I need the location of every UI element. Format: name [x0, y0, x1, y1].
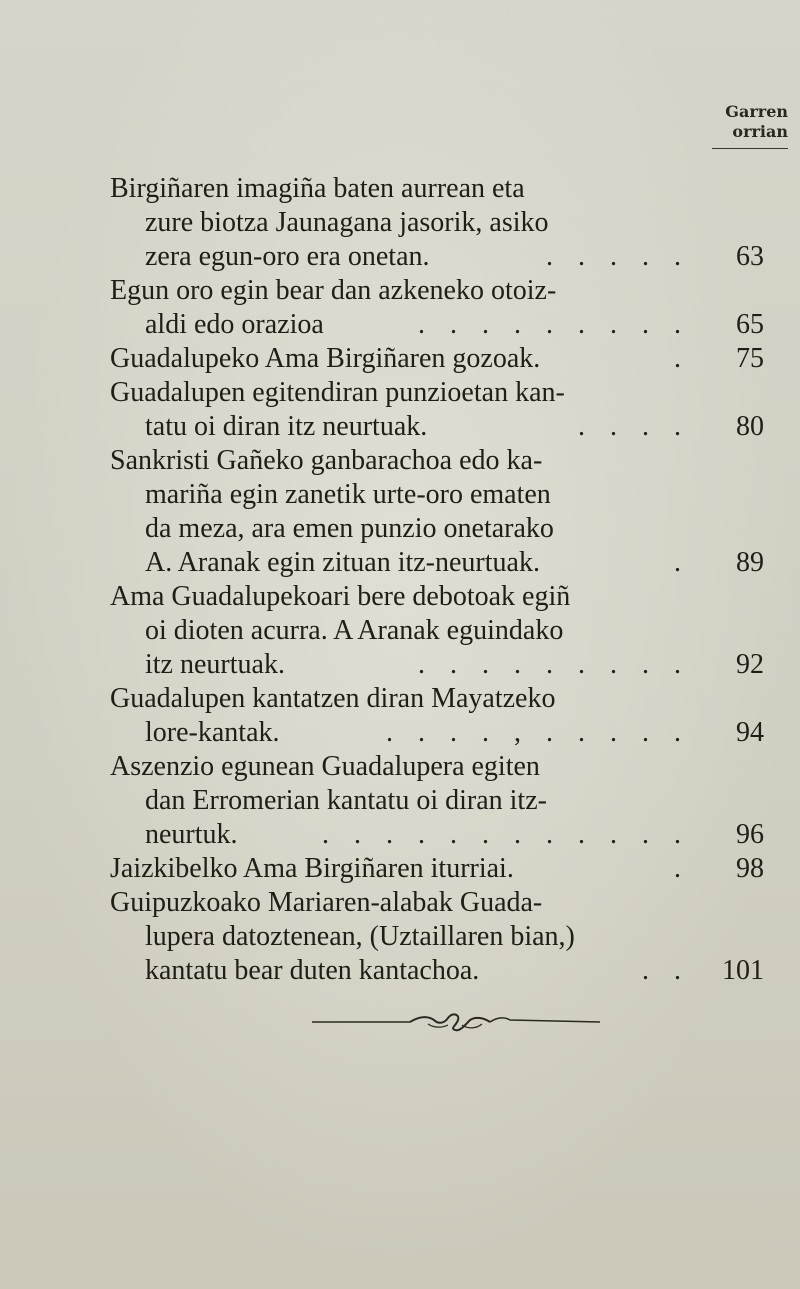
toc-entry-last-line: [0, 342, 800, 376]
column-header-rule: [712, 148, 788, 149]
toc-entry-last-line: [0, 410, 800, 444]
toc-entry-line: A. Aranak egin zituan itz-neurtuak.: [145, 547, 540, 578]
toc-entry-line: Guipuzkoako Mariaren-alabak Guada-: [110, 887, 543, 918]
toc-entry-line: Jaizkibelko Ama Birgiñaren iturriai.: [110, 853, 514, 884]
toc-entry-line: Ama Guadalupekoari bere debotoak egiñ: [110, 581, 571, 612]
leader-dots: . . . . .: [546, 241, 690, 272]
toc-entry-line: lupera datoztenean, (Uztaillaren bian,): [145, 921, 575, 952]
toc-entry: [0, 682, 800, 750]
toc-entry-line: Aszenzio egunean Guadalupera egiten: [110, 751, 540, 782]
toc-entry: [0, 172, 800, 274]
page-column-header: [706, 102, 788, 149]
toc-entry: [0, 852, 800, 886]
page-number: 63: [736, 241, 764, 272]
page-number: 94: [736, 717, 764, 748]
toc-entry-last-line: [0, 716, 800, 750]
leader-dots: . .: [642, 955, 690, 986]
toc-entry: [0, 376, 800, 444]
page-number: 98: [736, 853, 764, 884]
column-header-line1: Garren: [725, 102, 788, 121]
leader-dots: . . . .: [578, 411, 690, 442]
toc-entry-last-line: [0, 648, 800, 682]
toc-entry-line: Birgiñaren imagiña baten aurrean eta: [110, 173, 525, 204]
column-header-line2: orrian: [732, 122, 788, 141]
toc-entry-line: zure biotza Jaunagana jasorik, asiko: [145, 207, 549, 238]
toc-entry-line: tatu oi diran itz neurtuak.: [145, 411, 428, 442]
toc-entry-line: Guadalupeko Ama Birgiñaren gozoak.: [110, 343, 541, 374]
toc-entry-last-line: [0, 240, 800, 274]
toc-entry-last-line: [0, 546, 800, 580]
toc-entry-line: oi dioten acurra. A Aranak eguindako: [145, 615, 564, 646]
toc-entry: [0, 444, 800, 580]
toc-entry-line: kantatu bear duten kantachoa.: [145, 955, 480, 986]
leader-dots: .: [674, 547, 690, 578]
toc-entry-line: da meza, ara emen punzio onetarako: [145, 513, 554, 544]
toc-entry: [0, 342, 800, 376]
toc-entry-line: aldi edo orazioa: [145, 309, 324, 340]
page-number: 65: [736, 309, 764, 340]
toc-entry: [0, 886, 800, 988]
toc-entry-line: Guadalupen egitendiran punzioetan kan-: [110, 377, 565, 408]
page-number: 92: [736, 649, 764, 680]
toc-entry: [0, 274, 800, 342]
page-number: 75: [736, 343, 764, 374]
leader-dots: . . . . . . . . .: [418, 649, 690, 680]
toc-entry-line: Guadalupen kantatzen diran Mayatzeko: [110, 683, 556, 714]
leader-dots: .: [674, 343, 690, 374]
table-of-contents: [0, 172, 800, 988]
page-number: 80: [736, 411, 764, 442]
toc-entry-line: itz neurtuak.: [145, 649, 285, 680]
toc-entry-last-line: [0, 308, 800, 342]
toc-entry: [0, 750, 800, 852]
toc-entry-line: neurtuk.: [145, 819, 238, 850]
ornament-divider-icon: [310, 1010, 600, 1034]
toc-entry-line: Egun oro egin bear dan azkeneko otoiz-: [110, 275, 557, 306]
page-number: 89: [736, 547, 764, 578]
toc-entry-line: mariña egin zanetik urte-oro ematen: [145, 479, 551, 510]
leader-dots: .: [674, 853, 690, 884]
toc-entry-last-line: [0, 852, 800, 886]
toc-entry-line: dan Erromerian kantatu oi diran itz-: [145, 785, 547, 816]
toc-entry-line: zera egun-oro era onetan.: [145, 241, 430, 272]
page-number: 101: [722, 955, 764, 986]
leader-dots: . . . . , . . . . .: [386, 717, 690, 748]
toc-entry: [0, 580, 800, 682]
toc-entry-line: lore-kantak.: [145, 717, 280, 748]
toc-entry-last-line: [0, 954, 800, 988]
leader-dots: . . . . . . . . . . . .: [322, 819, 690, 850]
toc-entry-last-line: [0, 818, 800, 852]
page-number: 96: [736, 819, 764, 850]
leader-dots: . . . . . . . . .: [418, 309, 690, 340]
toc-entry-line: Sankristi Gañeko ganbarachoa edo ka-: [110, 445, 543, 476]
